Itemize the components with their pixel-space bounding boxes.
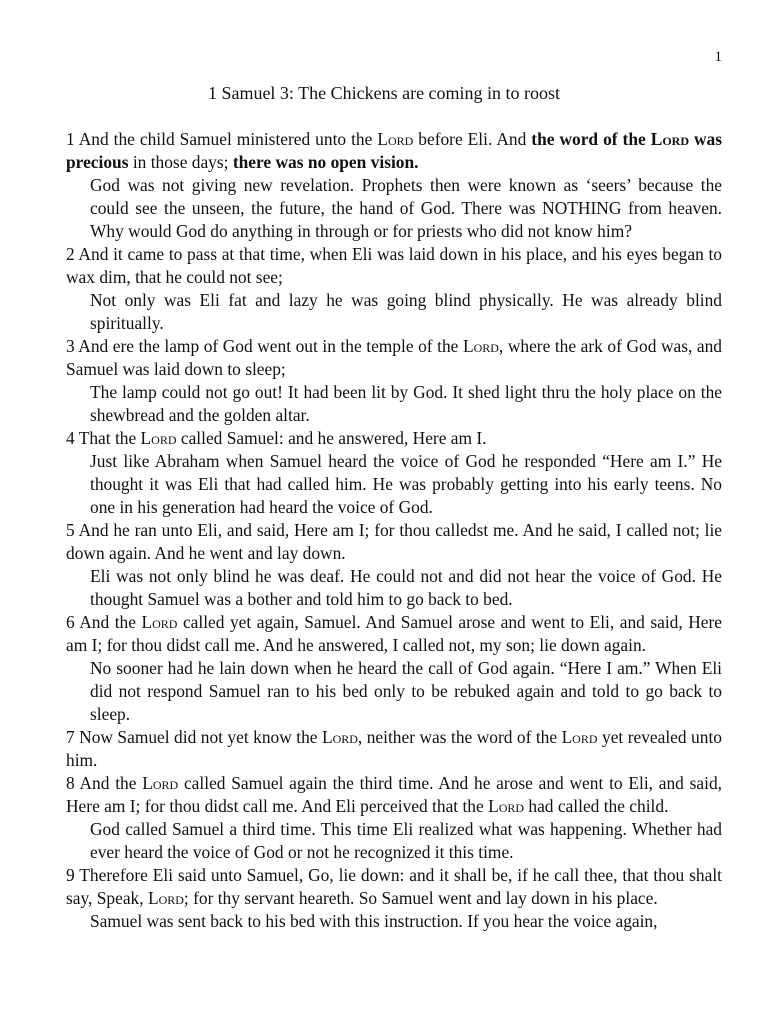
verse-7	[66, 726, 722, 772]
lord-small-caps: Lord	[321, 727, 358, 747]
verse-5: 5 And he ran unto Eli, and said, Here am I; for thou calledst me. And he said, I called not; lie down again. And he went and lay down.	[66, 520, 722, 563]
verse-6	[66, 611, 722, 657]
verse-text: 9 Therefore Eli said unto Samuel, Go, lie down: and it shall be, if he call thee, that thou shalt say, Speak,	[66, 865, 722, 908]
lord-small-caps: Lord	[462, 336, 499, 356]
document-body	[66, 128, 722, 933]
verse-text: before Eli. And	[413, 129, 532, 149]
lord-small-caps: Lord	[140, 428, 177, 448]
lord-small-caps: Lord	[141, 612, 178, 632]
lord-small-caps: Lord	[142, 773, 179, 793]
verse-bold-text: there was no open vision.	[232, 152, 419, 172]
verse-8	[66, 772, 722, 818]
verse-3	[66, 335, 722, 381]
page-number: 1	[714, 49, 722, 65]
lord-small-caps: Lord	[147, 888, 184, 908]
verse-text: 4 That the	[66, 428, 141, 448]
verse-9	[66, 864, 722, 910]
lord-small-caps: Lord	[650, 129, 689, 149]
commentary-3: The lamp could not go out! It had been lit by God. It shed light thru the holy place on the shewbread and the golden altar.	[90, 382, 722, 425]
verse-text: called Samuel again the third time. And he arose and went to Eli, and said, Here am I; for thou didst call me. And Eli perceived that the	[66, 773, 722, 816]
verse-4	[66, 427, 722, 450]
verse-text: 1 And the child Samuel ministered unto the	[66, 129, 378, 149]
verse-text: 8 And the	[66, 773, 143, 793]
commentary-6: No sooner had he lain down when he heard the call of God again. “Here I am.” When Eli did not respond Samuel ran to his bed only to be rebuked again and told to go back to sleep.	[90, 658, 722, 724]
page-title: 1 Samuel 3: The Chickens are coming in to roost	[207, 83, 561, 103]
verse-text: , where the ark of God was, and Samuel was laid down to sleep;	[66, 336, 723, 379]
verse-text: called yet again, Samuel. And Samuel arose and went to Eli, and said, Here am I; for thou didst call me. And he answered, I called not, my son; lie down again.	[66, 612, 723, 655]
lord-small-caps: Lord	[561, 727, 598, 747]
verse-text: , neither was the word of the	[357, 727, 562, 747]
verse-text: in those days;	[128, 152, 233, 172]
verse-text: ; for thy servant heareth. So Samuel went and lay down in his place.	[183, 888, 658, 908]
commentary-5: Eli was not only blind he was deaf. He could not and did not hear the voice of God. He thought Samuel was a bother and told him to go back to bed.	[90, 566, 722, 609]
verse-bold-text: was precious	[66, 129, 722, 172]
verse-text: called Samuel: and he answered, Here am I.	[176, 428, 487, 448]
commentary-1: God was not giving new revelation. Prophets then were known as ‘seers’ because the could see the unseen, the future, the hand of God. There was NOTHING from heaven. Why would God do anything in through or for priests who did not know him?	[90, 175, 722, 241]
verse-1	[66, 128, 722, 174]
commentary-4: Just like Abraham when Samuel heard the voice of God he responded “Here am I.” He thought it was Eli that had called him. He was probably getting into his early teens. No one in his generation had heard the voice of God.	[90, 451, 722, 517]
verse-text: 6 And the	[66, 612, 142, 632]
verse-bold-text: the word of the	[531, 129, 651, 149]
commentary-2: Not only was Eli fat and lazy he was going blind physically. He was already blind spiritually.	[90, 290, 722, 333]
commentary-9: Samuel was sent back to his bed with this instruction. If you hear the voice again,	[90, 911, 658, 931]
verse-text: 3 And ere the lamp of God went out in the temple of the	[66, 336, 463, 356]
verse-text: yet revealed unto him.	[66, 727, 722, 770]
verse-2: 2 And it came to pass at that time, when Eli was laid down in his place, and his eyes began to wax dim, that he could not see;	[66, 244, 722, 287]
commentary-8: God called Samuel a third time. This time Eli realized what was happening. Whether had ever heard the voice of God or not he recognized it this time.	[90, 819, 722, 862]
lord-small-caps: Lord	[377, 129, 414, 149]
lord-small-caps: Lord	[488, 796, 525, 816]
verse-text: 7 Now Samuel did not yet know the	[66, 727, 322, 747]
verse-text: had called the child.	[524, 796, 669, 816]
